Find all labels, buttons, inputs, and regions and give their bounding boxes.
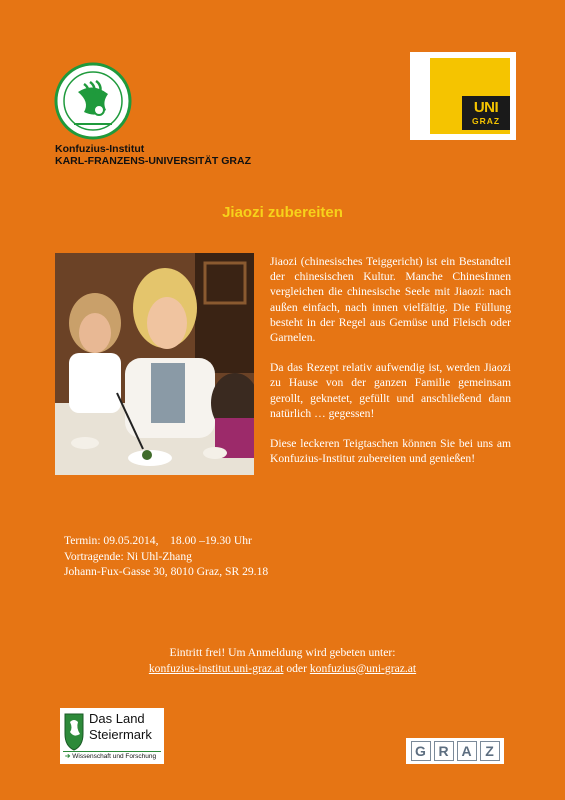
cooking-photo xyxy=(55,253,254,475)
body-text xyxy=(270,254,511,481)
uni-logo-top: UNI xyxy=(473,99,499,117)
website-link[interactable]: konfuzius-institut.uni-graz.at xyxy=(148,661,284,675)
institute-name xyxy=(55,143,251,167)
event-details xyxy=(64,533,268,580)
paragraph-3: Diese leckeren Teigtaschen können Sie bei uns am Konfuzius-Institut zubereiten und genießen! xyxy=(270,437,511,466)
konfuzius-institut-logo xyxy=(54,62,132,140)
stmk-line-2: Steiermark xyxy=(89,727,152,742)
link-connector: oder xyxy=(283,661,310,675)
arrow-right-icon: ➔ xyxy=(65,753,71,760)
event-location: Johann-Fux-Gasse 30, 8010 Graz, SR 29.18 xyxy=(64,565,269,578)
graz-letter-a: A xyxy=(457,741,477,761)
uni-logo-bottom: GRAZ xyxy=(471,116,501,127)
graz-city-logo xyxy=(406,738,504,764)
institute-line-2: KARL-FRANZENS-UNIVERSITÄT GRAZ xyxy=(55,155,251,167)
stmk-sub-text: Wissenschaft und Forschung xyxy=(72,753,157,760)
stmk-sub xyxy=(63,751,161,762)
event-date: Termin: 09.05.2014, 18.00 –19.30 Uhr xyxy=(64,534,252,547)
event-speaker: Vortragende: Ni Uhl-Zhang xyxy=(64,549,192,563)
graz-letter-z: Z xyxy=(480,741,500,761)
registration-info xyxy=(0,645,565,676)
graz-letter-r: R xyxy=(434,741,454,761)
registration-line: Eintritt frei! Um Anmeldung wird gebeten unter: xyxy=(169,646,396,659)
page-title: Jiaozi zubereiten xyxy=(222,204,343,221)
institute-line-1: Konfuzius-Institut xyxy=(55,143,145,155)
paragraph-1: Jiaozi (chinesisches Teiggericht) ist ein Bestandteil der chinesischen Kultur. Manche ChinesInnen vergleichen die chinesische Seele mit Jiaozi: nach außen einfach, nach innen vielfältig. Die Füllung besteht in der Regel aus Gemüse und Fleisch oder Garnelen. xyxy=(270,255,511,345)
panther-crest-icon xyxy=(63,712,85,752)
email-link[interactable]: konfuzius@uni-graz.at xyxy=(309,661,417,675)
paragraph-2: Da das Rezept relativ aufwendig ist, werden Jiaozi zu Hause von der ganzen Familie gemeinsam gerollt, geknetet, gefüllt und anschließend dann natürlich … gegessen! xyxy=(270,361,511,420)
uni-graz-logo xyxy=(410,52,516,140)
graz-letter-g: G xyxy=(411,741,431,761)
stmk-line-1: Das Land xyxy=(89,711,145,726)
steiermark-logo xyxy=(60,708,164,764)
